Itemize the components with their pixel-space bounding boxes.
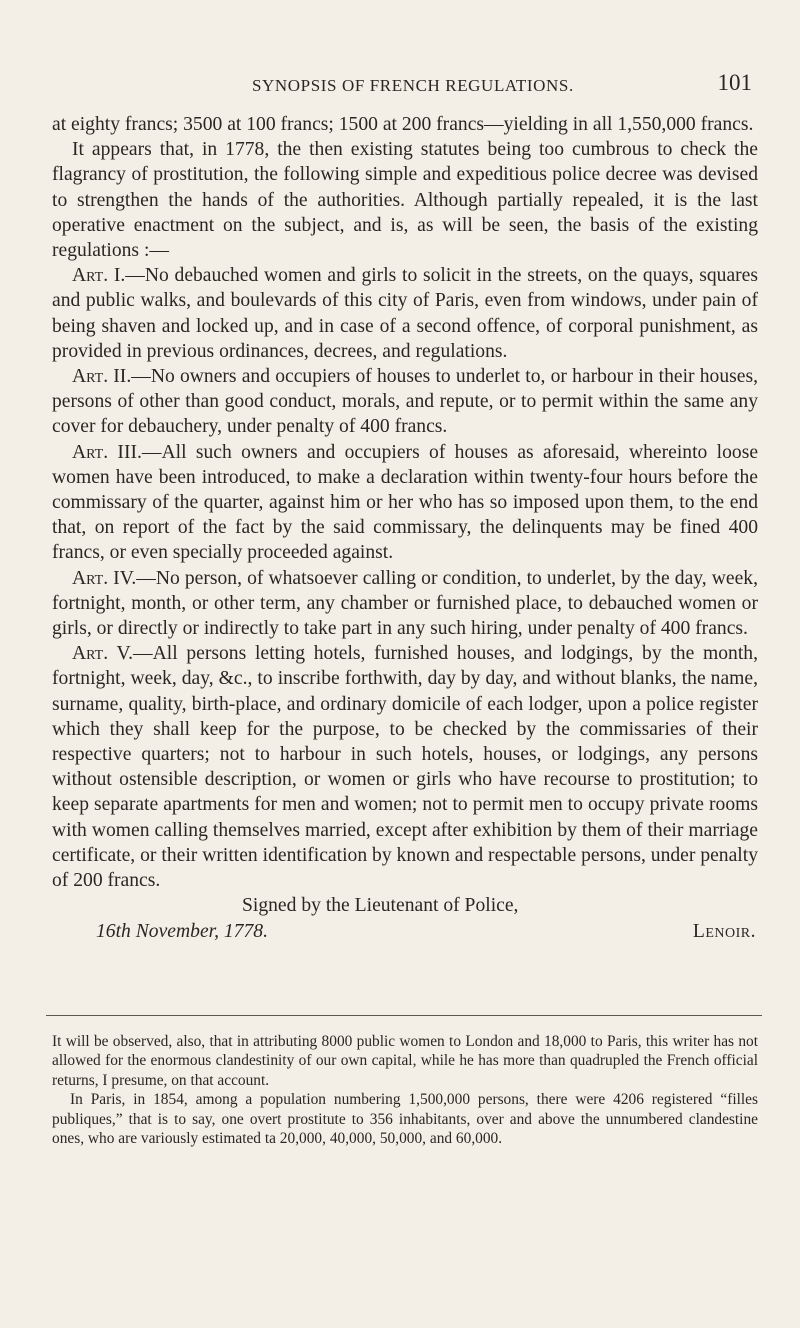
article-1 [52,263,758,364]
footnote: In Paris, in 1854, among a population numbering 1,500,000 persons, there were 4206 registered “filles publiques,” that is to say, one overt prostitute to 356 inhabitants, over and above the unnumbered clandestine ones, who are variously estimated ta 20,000, 40,000, 50,000, and 60,000. [52,1091,758,1148]
paragraph: It appears that, in 1778, the then existing statutes being too cumbrous to check the flagrancy of prostitution, the following simple and expeditious police decree was devised to strengthen the hands of the authorities. Although partially repealed, it is the last operative enactment on the subject, and is, as will be seen, the basis of the existing regulations :— [52,139,758,262]
decree-date: 16th November, 1778. [96,920,268,942]
paragraph: at eighty francs; 3500 at 100 francs; 1500 at 200 francs—yielding in all 1,550,000 francs. [52,114,754,135]
article-label: Art. III. [72,441,142,463]
signature-line [52,919,758,944]
article-text: —No debauched women and girls to solicit in the streets, on the quays, squares and public walks, and boulevards of this city of Paris, even from windows, under pain of being shaven and locked up, and in case of a second offence, of corporal punishment, as provided in previous ordinances, decrees, and regulations. [52,265,758,362]
article-label: Art. IV. [72,567,137,589]
main-text [52,112,758,944]
article-text: —No person, of whatsoever calling or condition, to underlet, by the day, week, fortnight, month, or other term, any chamber or furnished place, to debauched women or girls, or directly or indirectly to take part in any such hiring, under penalty of 400 francs. [52,567,759,640]
article-text: —No owners and occupiers of houses to underlet to, or harbour in their houses, persons of other than good conduct, morals, and repute, or to permit within the same any cover for debauchery, under penalty of 400 francs. [52,366,758,438]
signatory-name: Lenoir. [692,920,756,942]
article-label: Art. II. [72,366,132,388]
article-label: Art. I. [72,265,126,287]
article-3 [52,440,758,566]
article-text: —All persons letting hotels, furnished houses, and lodgings, by the month, fortnight, week, day, &c., to inscribe forthwith, day by day, and without blanks, the name, surname, quality, birth-place, and ordinary domicile of each lodger, upon a police register which they shall keep for the purpose, to be checked by the commissaries of their respective quarters; not to harbour in such hotels, houses, or lodgings, any persons without ostensible description, or women or girls who have recourse to prostitution; to keep separate apartments for men and women; not to permit men to occupy private rooms with women calling themselves married, except after exhibition by them of their marriage certificate, or their written identification by known and respectable persons, under penalty of 200 francs. [52,643,758,892]
article-2 [52,364,758,440]
article-5 [52,641,758,893]
article-4 [52,566,758,642]
article-text: —All such owners and occupiers of houses as aforesaid, whereinto loose women have been introduced, to make a declaration within twenty-four hours before the commissary of the quarter, against him or her who has so imposed upon them, to the end that, on report of the fact by the said commissary, the delinquents may be fined 400 francs, or even specially proceeded against. [52,441,759,564]
signed-by: Signed by the Lieutenant of Police, [242,895,519,917]
page-number: 101 [717,70,752,95]
book-page [52,0,758,1328]
footnotes [52,1032,758,1148]
running-head: SYNOPSIS OF FRENCH REGULATIONS. [252,76,574,95]
footnote-divider [46,1015,762,1016]
article-label: Art. V. [72,643,133,665]
page-header [52,70,758,106]
footnote: It will be observed, also, that in attributing 8000 public women to London and 18,000 to Paris, this writer has not allowed for the enormous clandestinity of our own capital, while he has more than quadrupled the French official returns, I presume, on that account. [52,1033,758,1089]
